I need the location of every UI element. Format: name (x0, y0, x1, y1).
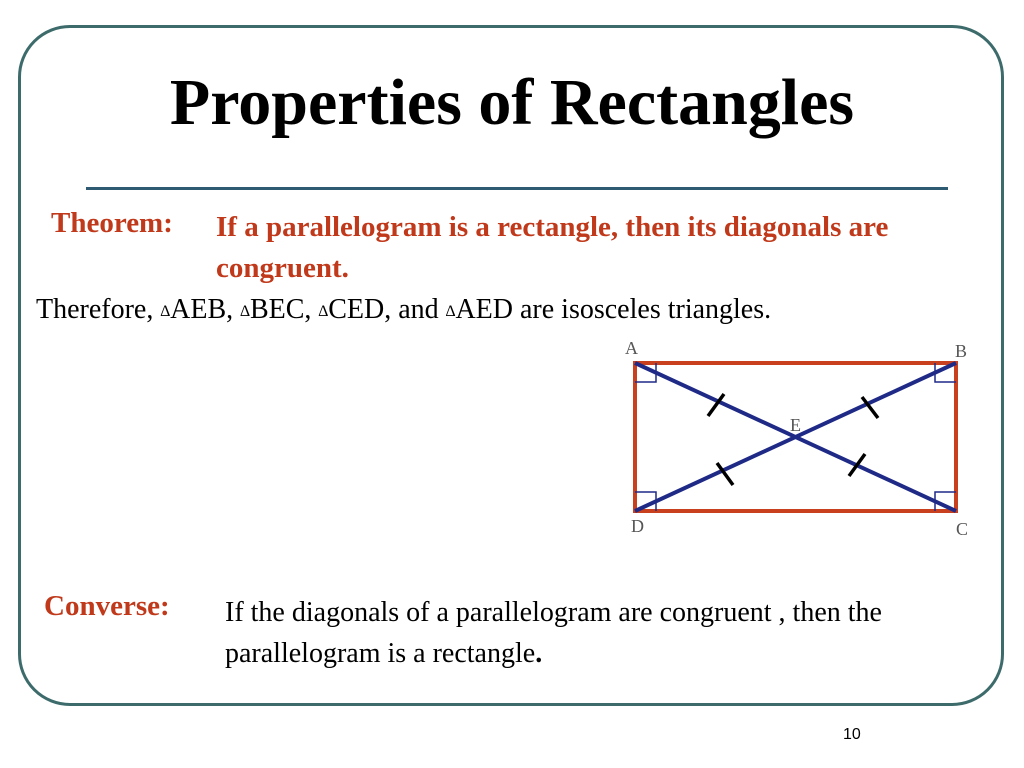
vertex-label-a: A (625, 338, 638, 358)
triangle-symbol-icon: ∆ (160, 303, 171, 320)
theorem-label: Theorem: (51, 207, 173, 239)
converse-label: Converse: (44, 590, 170, 622)
triangle-aeb: AEB (170, 294, 227, 325)
page-number: 10 (843, 726, 861, 743)
converse-text-period: . (535, 638, 543, 669)
vertex-label-d: D (631, 516, 644, 536)
therefore-suffix: are isosceles triangles. (513, 294, 772, 325)
triangle-ced: CED (328, 294, 385, 325)
triangle-symbol-icon: ∆ (240, 303, 250, 320)
converse-text-main: If the diagonals of a parallelogram are congruent , then the parallelogram is a rectangle (225, 597, 882, 669)
separator: , and (384, 294, 446, 325)
vertex-label-c: C (956, 519, 969, 539)
tick-mark-ce-icon (849, 454, 865, 476)
rectangle-diagram (600, 330, 990, 550)
vertex-label-e: E (790, 415, 801, 435)
converse-text (225, 592, 965, 674)
triangle-symbol-icon: ∆ (445, 303, 456, 320)
separator: , (304, 294, 319, 325)
theorem-text: If a parallelogram is a rectangle, then its diagonals are congruent. (216, 211, 889, 284)
triangle-bec: BEC (249, 294, 305, 325)
triangle-symbol-icon: ∆ (318, 303, 329, 320)
slide-title: Properties of Rectangles (169, 66, 855, 139)
separator: , (226, 294, 241, 325)
therefore-statement (36, 293, 996, 329)
therefore-prefix: Therefore, (36, 294, 161, 325)
triangle-aed: AED (455, 294, 513, 325)
title-divider (86, 187, 948, 190)
vertex-label-b: B (955, 341, 968, 361)
